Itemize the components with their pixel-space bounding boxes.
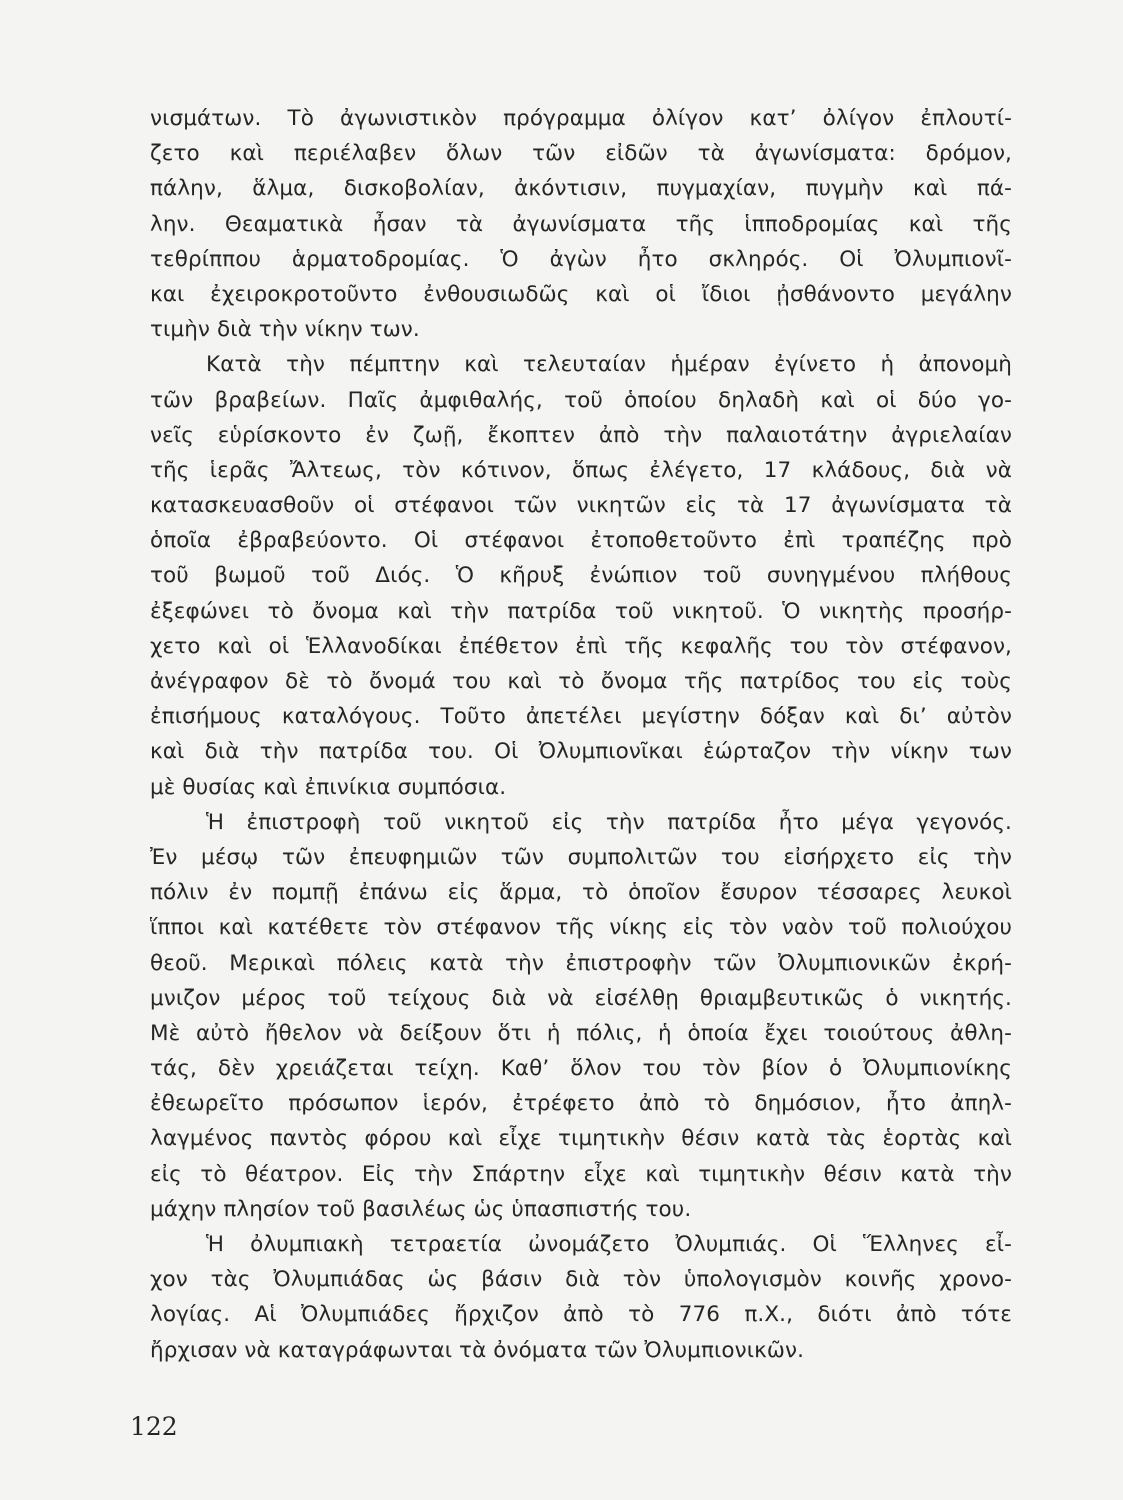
text-line: πόλιν ἐν πομπῇ ἐπάνω εἰς ἅρμα, τὸ ὁποῖον ἔσυρον τέσσαρες λευκοὶ <box>150 880 1012 906</box>
text-line: τιμὴν διὰ τὴν νίκην των. <box>150 317 420 343</box>
text-line: ἐξεφώνει τὸ ὄνομα καὶ τὴν πατρίδα τοῦ νικητοῦ. Ὁ νικητὴς προσήρ- <box>150 598 1012 624</box>
page-number: 122 <box>130 1412 178 1441</box>
text-line: μνιζον μέρος τοῦ τείχους διὰ νὰ εἰσέλθῃ θριαμβευτικῶς ὁ νικητής. <box>150 985 1012 1011</box>
text-line: νισμάτων. Τὸ ἀγωνιστικὸν πρόγραμμα ὀλίγον κατ’ ὀλίγον ἐπλουτί- <box>150 106 1012 131</box>
text-line: εἰς τὸ θέατρον. Εἰς τὴν Σπάρτην εἶχε καὶ τιμητικὴν θέσιν κατὰ τὴν <box>150 1161 1012 1187</box>
text-line: ὁποῖα ἐβραβεύοντο. Οἱ στέφανοι ἐτοποθετοῦντο ἐπὶ τραπέζης πρὸ <box>150 528 1012 554</box>
text-line: χον τὰς Ὀλυμπιάδας ὡς βάσιν διὰ τὸν ὑπολογισμὸν κοινῆς χρονο- <box>150 1267 1012 1293</box>
text-line: χετο καὶ οἱ Ἑλλανοδίκαι ἐπέθετον ἐπὶ τῆς κεφαλῆς του τὸν στέφανον, <box>150 633 1012 659</box>
text-line: τεθρίππου ἁρματοδρομίας. Ὁ ἀγὼν ἦτο σκληρός. Οἱ Ὀλυμπιονῖ- <box>150 246 1012 272</box>
text-line: τοῦ βωμοῦ τοῦ Διός. Ὁ κῆρυξ ἐνώπιον τοῦ συνηγμένου πλήθους <box>150 563 1012 589</box>
text-line: Ἡ ὀλυμπιακὴ τετραετία ὠνομάζετο Ὀλυμπιάς. Οἱ Ἕλληνες εἶ- <box>206 1232 1012 1257</box>
text-line: και ἐχειροκροτοῦντο ἐνθουσιωδῶς καὶ οἱ ἴδιοι ᾐσθάνοντο μεγάλην <box>150 281 1012 307</box>
text-line: μάχην πλησίον τοῦ βασιλέως ὡς ὑπασπιστής του. <box>150 1196 692 1222</box>
paragraph-4 <box>150 1227 1012 1368</box>
text-line: θεοῦ. Μερικαὶ πόλεις κατὰ τὴν ἐπιστροφὴν τῶν Ὀλυμπιονικῶν ἐκρή- <box>150 950 1012 976</box>
text-line: πάλην, ἅλμα, δισκοβολίαν, ἀκόντισιν, πυγμαχίαν, πυγμὴν καὶ πά- <box>150 176 1012 202</box>
text-line: Μὲ αὐτὸ ἤθελον νὰ δείξουν ὅτι ἡ πόλις, ἡ ὁποία ἔχει τοιούτους ἀθλη- <box>150 1020 1012 1046</box>
text-line: ἐπισήμους καταλόγους. Τοῦτο ἀπετέλει μεγίστην δόξαν καὶ δι’ αὐτὸν <box>150 704 1012 730</box>
body-text <box>150 101 1012 1368</box>
text-line: Ἐν μέσῳ τῶν ἐπευφημιῶν τῶν συμπολιτῶν του εἰσήρχετο εἰς τὴν <box>150 844 1012 870</box>
text-line: ζετο καὶ περιέλαβεν ὅλων τῶν εἰδῶν τὰ ἀγωνίσματα: δρόμον, <box>150 141 1012 167</box>
text-line: ἐθεωρεῖτο πρόσωπον ἱερόν, ἐτρέφετο ἀπὸ τὸ δημόσιον, ἦτο ἀπηλ- <box>150 1091 1012 1117</box>
text-line: Ἡ ἐπιστροφὴ τοῦ νικητοῦ εἰς τὴν πατρίδα ἦτο μέγα γεγονός. <box>206 809 1012 835</box>
paragraph-3 <box>150 805 1012 1227</box>
text-line: μὲ θυσίας καὶ ἐπινίκια συμπόσια. <box>150 774 507 800</box>
paragraph-1 <box>150 101 1012 347</box>
paragraph-2 <box>150 347 1012 804</box>
text-line: νεῖς εὑρίσκοντο ἐν ζωῇ, ἔκοπτεν ἀπὸ τὴν παλαιοτάτην ἀγριελαίαν <box>150 422 1012 448</box>
text-line: ἀνέγραφον δὲ τὸ ὄνομά του καὶ τὸ ὄνομα τῆς πατρίδος του εἰς τοὺς <box>150 669 1012 694</box>
text-line: τῶν βραβείων. Παῖς ἀμφιθαλής, τοῦ ὁποίου δηλαδὴ καὶ οἱ δύο γο- <box>150 387 1012 413</box>
text-line: τάς, δὲν χρειάζεται τείχη. Καθ’ ὅλον του τὸν βίον ὁ Ὀλυμπιονίκης <box>150 1056 1012 1082</box>
text-line: τῆς ἱερᾶς Ἄλτεως, τὸν κότινον, ὅπως ἐλέγετο, 17 κλάδους, διὰ νὰ <box>150 457 1012 483</box>
text-line: Κατὰ τὴν πέμπτην καὶ τελευταίαν ἡμέραν ἐγίνετο ἡ ἀπονομὴ <box>206 352 1012 378</box>
text-line: λην. Θεαματικὰ ἦσαν τὰ ἀγωνίσματα τῆς ἱπποδρομίας καὶ τῆς <box>150 211 1012 237</box>
text-line: ἵπποι καὶ κατέθετε τὸν στέφανον τῆς νίκης εἰς τὸν ναὸν τοῦ πολιούχου <box>150 915 1012 941</box>
text-line: λογίας. Αἱ Ὀλυμπιάδες ἤρχιζον ἀπὸ τὸ 776 π.Χ., διότι ἀπὸ τότε <box>150 1302 1012 1328</box>
text-line: κατασκευασθοῦν οἱ στέφανοι τῶν νικητῶν εἰς τὰ 17 ἀγωνίσματα τὰ <box>150 493 1012 519</box>
text-line: καὶ διὰ τὴν πατρίδα του. Οἱ Ὀλυμπιονῖκαι ἑώρταζον τὴν νίκην των <box>150 739 1012 765</box>
text-line: ἤρχισαν νὰ καταγράφωνται τὰ ὀνόματα τῶν Ὀλυμπιονικῶν. <box>150 1337 805 1363</box>
text-line: λαγμένος παντὸς φόρου καὶ εἶχε τιμητικὴν θέσιν κατὰ τὰς ἑορτὰς καὶ <box>150 1126 1012 1152</box>
